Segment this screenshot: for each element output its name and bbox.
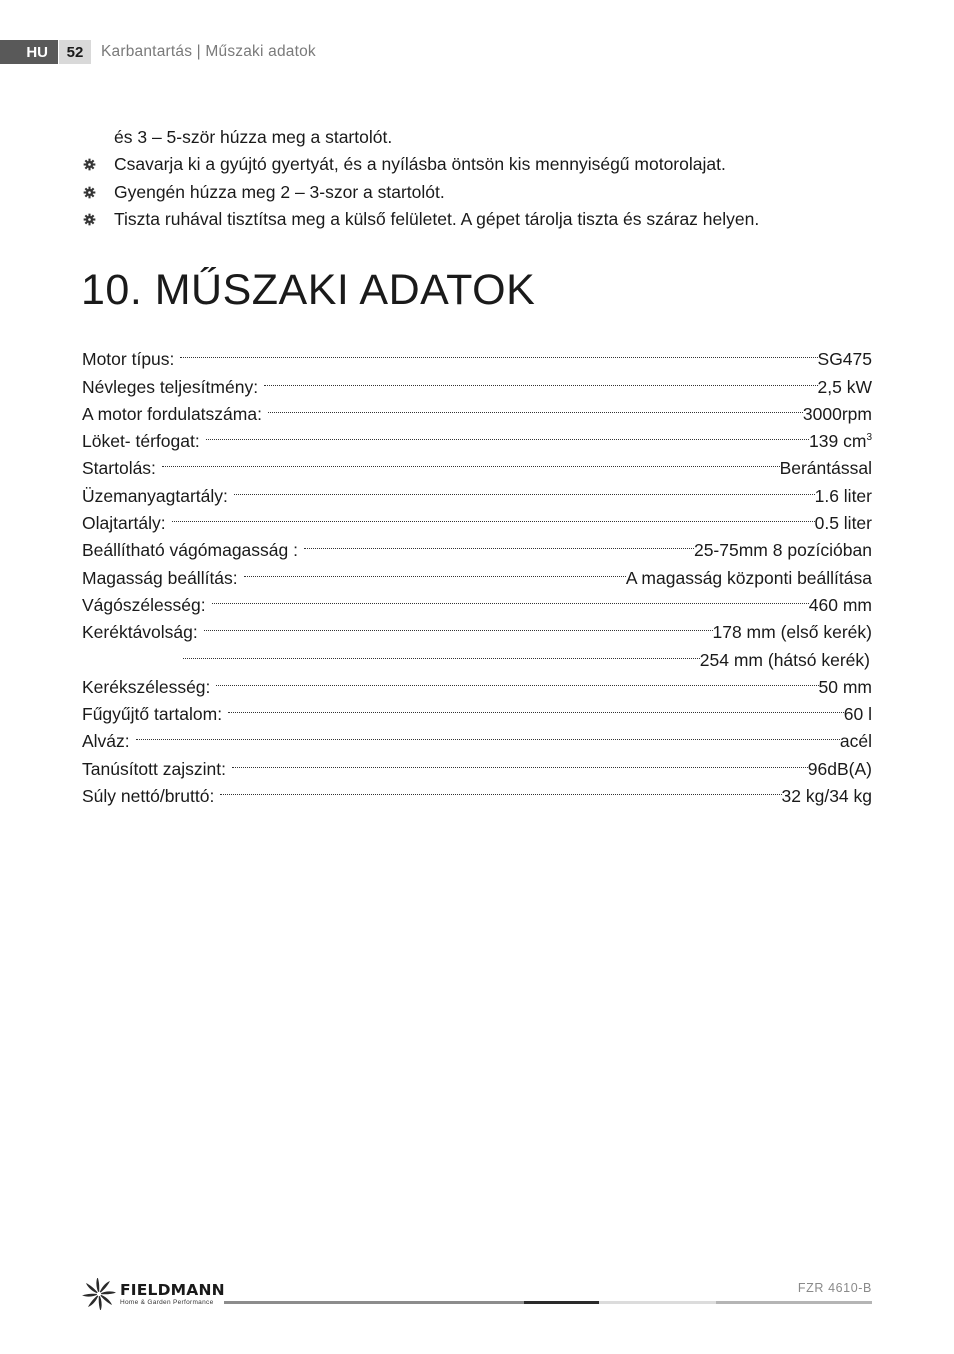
spec-label: Löket- térfogat: [82,431,200,452]
list-item [83,151,883,178]
brand-tagline: Home & Garden Performance [120,1298,214,1306]
dot-leader [204,611,713,638]
dot-leader [212,584,809,611]
dot-leader [216,666,818,693]
spec-value: Berántással [779,458,872,479]
spec-label: Magasság beállítás: [82,567,238,588]
spec-value: SG475 [817,349,872,370]
bullet-text: Csavarja ki a gyújtó gyertyát, és a nyílásba öntsön kis mennyiségű motorolajat. [114,154,726,175]
dot-leader [162,447,780,474]
spec-value: 178 mm (első kerék) [712,622,872,643]
footer-bar-segment [599,1301,716,1304]
footer-bar-segment [224,1301,524,1304]
superscript: 3 [866,432,872,444]
dot-leader [172,502,815,529]
spec-label: Üzemanyagtartály: [82,485,228,506]
spec-label: Motor típus: [82,349,175,370]
continuation-text: és 3 – 5-ször húzza meg a startolót. [114,127,393,147]
spec-value: 254 mm (hátsó kerék) [699,649,870,670]
page-number: 52 [59,40,91,64]
spec-label: Vágószélesség: [82,594,206,615]
gear-bullet-icon [83,158,114,171]
list-item [83,179,883,206]
dot-leader [304,529,694,556]
dot-leader [268,393,803,420]
dot-leader [244,556,626,583]
maintenance-steps [83,124,883,233]
spec-label: Fűgyűjtő tartalom: [82,704,223,725]
spec-label: Alváz: [82,731,130,752]
footer-bar-segment [716,1301,872,1304]
brand-text [120,1282,225,1307]
bullet-text: Tiszta ruhával tisztítsa meg a külső felületet. A gépet tárolja tiszta és száraz helyen. [114,208,760,229]
spec-value: 25-75mm 8 pozícióban [693,540,872,561]
language-badge: HU [0,40,58,64]
spec-value: 3000rpm [802,403,872,424]
dot-leader [228,693,844,720]
spec-label: Olajtartály: [82,513,166,534]
spec-row [82,747,872,779]
fan-logo-icon [82,1278,116,1310]
spec-value: 32 kg/34 kg [781,786,872,807]
section-title: 10. MŰSZAKI ADATOK [81,266,536,314]
fieldmann-logo [82,1278,225,1310]
spec-table [82,338,872,807]
spec-row [82,447,872,479]
list-item [83,206,883,233]
dot-leader [232,747,808,774]
spec-label: Keréktávolság: [82,622,198,643]
header-title: Karbantartás | Műszaki adatok [101,43,316,60]
spec-label: Súly nettó/bruttó: [82,786,215,807]
spec-value: 2,5 kW [817,376,872,397]
gear-bullet-icon [83,213,114,226]
model-number: FZR 4610-B [797,1281,872,1295]
spec-row [82,529,872,561]
spec-value: 460 mm [808,594,872,615]
dot-leader [264,365,817,392]
dot-leader [206,420,809,447]
dot-leader [183,638,700,665]
spec-value: 1.6 liter [814,485,872,506]
spec-row [82,474,872,506]
spec-row [82,720,872,752]
page-header [0,40,316,64]
spec-row [82,502,872,534]
spec-value [809,428,872,455]
spec-value: 60 l [843,704,872,725]
footer-bar-segment [524,1301,599,1304]
spec-value: 96dB(A) [807,758,872,779]
spec-row [82,666,872,697]
dot-leader [180,338,817,365]
spec-value: A magasság központi beállítása [625,567,872,588]
dot-leader [220,775,781,802]
spec-label: Névleges teljesítmény: [82,376,259,397]
spec-value: 0.5 liter [814,513,872,534]
spec-label: Startolás: [82,458,156,479]
spec-label: Beállítható vágómagasság : [82,540,298,561]
spec-label: Kerékszélesség: [82,676,211,697]
spec-value: acél [839,731,872,752]
spec-value: 50 mm [818,676,872,697]
spec-label: A motor fordulatszáma: [82,403,262,424]
spec-row [82,338,872,370]
spec-value-text: 139 cm [809,431,867,452]
dot-leader [136,720,840,747]
spec-row [82,365,872,397]
dot-leader [234,474,815,501]
gear-bullet-icon [83,186,114,199]
spec-label: Tanúsított zajszint: [82,758,226,779]
brand-name: FIELDMANN [120,1280,225,1299]
bullet-text: Gyengén húzza meg 2 – 3-szor a startolót. [114,181,445,202]
